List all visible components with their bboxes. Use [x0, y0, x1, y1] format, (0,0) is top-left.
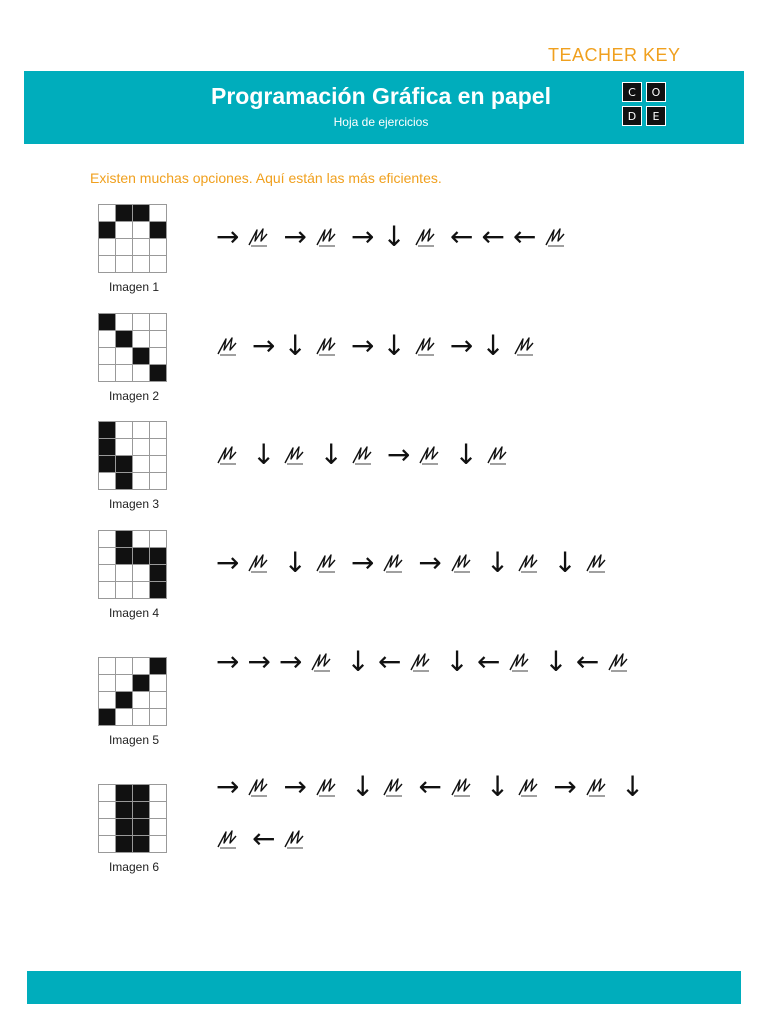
fill-scribble-icon — [585, 552, 607, 574]
grid-cell-empty — [99, 548, 116, 565]
grid-cell-filled — [99, 222, 116, 239]
arrow-right-icon: → — [350, 546, 375, 579]
image-label: Imagen 6 — [108, 860, 160, 874]
arrow-right-icon: → — [553, 770, 577, 803]
arrow-left-icon: ← — [377, 645, 402, 678]
image-label: Imagen 2 — [108, 389, 160, 403]
arrow-right-icon: → — [350, 220, 375, 253]
fill-scribble-icon — [418, 444, 440, 466]
exercise-image-2 — [98, 313, 170, 403]
grid-cell-filled — [116, 473, 133, 490]
grid-cell-filled — [99, 422, 116, 439]
arrow-right-icon: → — [283, 220, 307, 253]
grid-cell-filled — [133, 785, 150, 802]
fill-scribble-icon — [283, 828, 305, 850]
fill-scribble-icon — [315, 335, 337, 357]
grid-cell-empty — [116, 222, 133, 239]
grid-cell-empty — [150, 802, 167, 819]
grid-cell-filled — [133, 675, 150, 692]
arrow-left-icon: ← — [252, 822, 276, 855]
fill-scribble-icon — [382, 552, 404, 574]
grid-cell-empty — [133, 582, 150, 599]
fill-scribble-icon — [247, 226, 269, 248]
instructions-note: Existen muchas opciones. Aquí están las más eficientes. — [90, 170, 442, 186]
fill-scribble-icon — [544, 226, 566, 248]
fill-scribble-icon — [247, 776, 269, 798]
grid-cell-filled — [133, 819, 150, 836]
arrow-down-icon: ↓ — [319, 438, 343, 471]
grid-cell-filled — [133, 802, 150, 819]
grid-cell-filled — [116, 331, 133, 348]
grid-cell-empty — [133, 422, 150, 439]
grid-cell-empty — [150, 422, 167, 439]
arrow-right-icon: → — [216, 546, 240, 579]
page-title: Programación Gráfica en papel — [210, 83, 551, 109]
exercise-image-6 — [98, 784, 170, 874]
arrow-right-icon: → — [350, 329, 375, 362]
grid-cell-empty — [150, 819, 167, 836]
logo-letter: O — [646, 82, 666, 102]
fill-scribble-icon — [450, 776, 472, 798]
grid-cell-empty — [116, 256, 133, 273]
grid-cell-empty — [116, 582, 133, 599]
program-sequence — [216, 440, 686, 470]
grid-cell-filled — [116, 548, 133, 565]
fill-scribble-icon — [517, 776, 539, 798]
pixel-grid — [98, 657, 167, 726]
grid-cell-empty — [150, 439, 167, 456]
pixel-grid — [98, 313, 167, 382]
arrow-right-icon: → — [216, 645, 240, 678]
grid-cell-empty — [150, 531, 167, 548]
grid-cell-empty — [150, 675, 167, 692]
fill-scribble-icon — [508, 651, 530, 673]
grid-cell-filled — [150, 582, 167, 599]
grid-cell-empty — [133, 658, 150, 675]
grid-cell-filled — [116, 836, 133, 853]
grid-cell-empty — [99, 565, 116, 582]
arrow-down-icon: ↓ — [485, 546, 510, 579]
arrow-down-icon: ↓ — [252, 438, 276, 471]
grid-cell-empty — [116, 239, 133, 256]
arrow-down-icon: ↓ — [445, 645, 469, 678]
grid-cell-empty — [133, 239, 150, 256]
grid-cell-filled — [133, 548, 150, 565]
grid-cell-empty — [133, 456, 150, 473]
arrow-down-icon: ↓ — [283, 546, 307, 579]
grid-cell-empty — [116, 314, 133, 331]
grid-cell-filled — [116, 802, 133, 819]
grid-cell-empty — [150, 314, 167, 331]
grid-cell-filled — [150, 222, 167, 239]
arrow-left-icon: ← — [476, 645, 501, 678]
grid-cell-empty — [133, 365, 150, 382]
grid-cell-empty — [99, 836, 116, 853]
fill-scribble-icon — [216, 335, 238, 357]
grid-cell-empty — [99, 473, 116, 490]
arrow-down-icon: ↓ — [346, 645, 370, 678]
arrow-left-icon: ← — [481, 220, 505, 253]
logo-letter: E — [646, 106, 666, 126]
teacher-key-label: TEACHER KEY — [548, 45, 681, 65]
pixel-grid — [98, 204, 167, 273]
code-logo — [622, 82, 668, 128]
grid-cell-empty — [133, 531, 150, 548]
grid-cell-filled — [116, 531, 133, 548]
arrow-down-icon: ↓ — [382, 220, 406, 253]
grid-cell-empty — [133, 256, 150, 273]
program-sequence — [216, 331, 686, 361]
arrow-right-icon: → — [386, 438, 411, 471]
grid-cell-empty — [116, 709, 133, 726]
grid-cell-empty — [133, 692, 150, 709]
grid-cell-empty — [150, 456, 167, 473]
arrow-right-icon: → — [418, 546, 442, 579]
exercise-image-5 — [98, 657, 170, 747]
image-label: Imagen 3 — [108, 497, 160, 511]
grid-cell-empty — [116, 348, 133, 365]
grid-cell-empty — [99, 365, 116, 382]
fill-scribble-icon — [216, 444, 238, 466]
pixel-grid — [98, 421, 167, 490]
fill-scribble-icon — [310, 651, 332, 673]
arrow-down-icon: ↓ — [553, 546, 577, 579]
logo-letter: D — [622, 106, 642, 126]
grid-cell-empty — [133, 439, 150, 456]
grid-cell-empty — [99, 658, 116, 675]
grid-cell-filled — [116, 785, 133, 802]
grid-cell-empty — [99, 239, 116, 256]
grid-cell-filled — [116, 692, 133, 709]
fill-scribble-icon — [409, 651, 431, 673]
program-sequence — [216, 222, 686, 252]
grid-cell-filled — [99, 314, 116, 331]
fill-scribble-icon — [607, 651, 629, 673]
fill-scribble-icon — [216, 828, 238, 850]
grid-cell-empty — [133, 709, 150, 726]
grid-cell-empty — [116, 658, 133, 675]
fill-scribble-icon — [247, 552, 269, 574]
exercise-image-1 — [98, 204, 170, 294]
grid-cell-filled — [150, 365, 167, 382]
arrow-down-icon: ↓ — [283, 329, 307, 362]
grid-cell-filled — [150, 548, 167, 565]
grid-cell-empty — [99, 531, 116, 548]
grid-cell-filled — [99, 456, 116, 473]
arrow-left-icon: ← — [418, 770, 442, 803]
arrow-right-icon: → — [216, 770, 240, 803]
fill-scribble-icon — [315, 776, 337, 798]
grid-cell-empty — [150, 836, 167, 853]
page-subtitle: Hoja de ejercicios — [333, 115, 429, 129]
grid-cell-filled — [99, 439, 116, 456]
grid-cell-empty — [116, 422, 133, 439]
program-sequence — [216, 548, 686, 578]
grid-cell-empty — [99, 348, 116, 365]
grid-cell-empty — [150, 239, 167, 256]
arrow-left-icon: ← — [512, 220, 537, 253]
program-sequence — [216, 647, 686, 677]
grid-cell-empty — [99, 256, 116, 273]
grid-cell-filled — [150, 565, 167, 582]
grid-cell-filled — [116, 456, 133, 473]
arrow-down-icon: ↓ — [454, 438, 478, 471]
grid-cell-filled — [116, 205, 133, 222]
fill-scribble-icon — [414, 226, 436, 248]
header-banner — [24, 71, 744, 144]
grid-cell-empty — [133, 565, 150, 582]
grid-cell-empty — [133, 222, 150, 239]
arrow-down-icon: ↓ — [481, 329, 505, 362]
arrow-down-icon: ↓ — [485, 770, 510, 803]
grid-cell-empty — [150, 473, 167, 490]
grid-cell-empty — [133, 314, 150, 331]
grid-cell-empty — [99, 819, 116, 836]
grid-cell-empty — [99, 692, 116, 709]
arrow-down-icon: ↓ — [382, 329, 406, 362]
arrow-right-icon: → — [252, 329, 276, 362]
image-label: Imagen 4 — [108, 606, 160, 620]
grid-cell-empty — [99, 331, 116, 348]
arrow-down-icon: ↓ — [544, 645, 568, 678]
grid-cell-empty — [133, 331, 150, 348]
program-sequence — [216, 772, 686, 854]
grid-cell-empty — [116, 439, 133, 456]
grid-cell-filled — [150, 658, 167, 675]
grid-cell-empty — [99, 785, 116, 802]
arrow-left-icon: ← — [449, 220, 474, 253]
grid-cell-empty — [150, 692, 167, 709]
image-label: Imagen 5 — [108, 733, 160, 747]
grid-cell-empty — [116, 565, 133, 582]
grid-cell-empty — [133, 473, 150, 490]
grid-cell-filled — [133, 205, 150, 222]
grid-cell-empty — [99, 205, 116, 222]
grid-cell-empty — [116, 675, 133, 692]
fill-scribble-icon — [382, 776, 404, 798]
grid-cell-filled — [133, 836, 150, 853]
arrow-down-icon: ↓ — [620, 770, 645, 803]
grid-cell-empty — [150, 331, 167, 348]
arrow-down-icon: ↓ — [350, 770, 375, 803]
grid-cell-filled — [99, 709, 116, 726]
footer-banner — [27, 971, 741, 1004]
exercise-image-3 — [98, 421, 170, 511]
fill-scribble-icon — [414, 335, 436, 357]
fill-scribble-icon — [513, 335, 535, 357]
fill-scribble-icon — [450, 552, 472, 574]
fill-scribble-icon — [486, 444, 508, 466]
grid-cell-empty — [150, 256, 167, 273]
arrow-right-icon: → — [278, 645, 303, 678]
arrow-right-icon: → — [216, 220, 240, 253]
image-label: Imagen 1 — [108, 280, 160, 294]
fill-scribble-icon — [315, 226, 337, 248]
grid-cell-empty — [116, 365, 133, 382]
grid-cell-empty — [150, 785, 167, 802]
grid-cell-empty — [99, 675, 116, 692]
arrow-right-icon: → — [283, 770, 307, 803]
fill-scribble-icon — [283, 444, 305, 466]
fill-scribble-icon — [585, 776, 607, 798]
fill-scribble-icon — [517, 552, 539, 574]
fill-scribble-icon — [315, 552, 337, 574]
exercise-image-4 — [98, 530, 170, 620]
grid-cell-empty — [150, 205, 167, 222]
grid-cell-empty — [99, 802, 116, 819]
logo-letter: C — [622, 82, 642, 102]
pixel-grid — [98, 784, 167, 853]
arrow-left-icon: ← — [575, 645, 600, 678]
grid-cell-filled — [116, 819, 133, 836]
grid-cell-filled — [133, 348, 150, 365]
arrow-right-icon: → — [247, 645, 271, 678]
fill-scribble-icon — [351, 444, 373, 466]
pixel-grid — [98, 530, 167, 599]
grid-cell-empty — [150, 709, 167, 726]
grid-cell-empty — [99, 582, 116, 599]
grid-cell-empty — [150, 348, 167, 365]
arrow-right-icon: → — [449, 329, 474, 362]
